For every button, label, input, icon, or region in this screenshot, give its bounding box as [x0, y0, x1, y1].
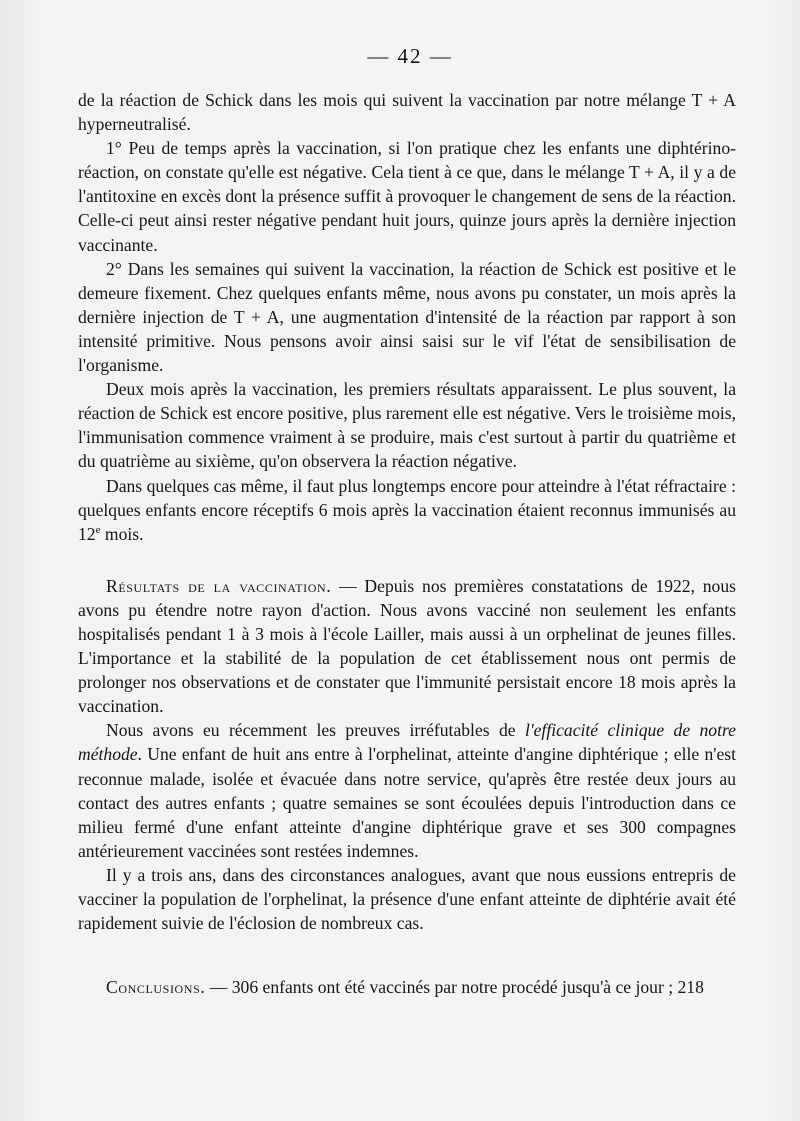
paragraph-point-1: 1° Peu de temps après la vaccination, si l'on pratique chez les enfants une diphtérino-réaction, on constate qu'elle est négative. Cela tient à ce que, dans le mélange T + A, il y a de l'antitoxine en excès dont la présence suffit à provoquer le changement de sens de la réaction. Celle-ci peut ainsi rester négative pendant huit jours, quinze jours après la dernière injection vaccinante.	[78, 138, 736, 255]
clinical-italic: l'efficacité clinique de notre méthode	[78, 720, 736, 765]
paragraph-two-months: Deux mois après la vaccination, les premiers résultats apparaissent. Le plus souvent, la réaction de Schick est encore positive, plus rarement elle est négative. Vers le troisième mois, l'immunisation commence vraiment à se produire, mais c'est surtout à partir du quatrième et du quatrième au sixième, qu'on observera la réaction négative.	[78, 379, 736, 472]
body-text	[78, 88, 736, 999]
superscript-e: e	[95, 523, 101, 536]
paragraph-refractory	[78, 474, 736, 546]
paragraph-three-years: Il y a trois ans, dans des circonstances analogues, avant que nous eussions entrepris de vacciner la population de l'orphelinat, la présence d'une enfant atteinte de diphtérie avait été rapidement suivie de l'éclosion de nombreux cas.	[78, 864, 736, 934]
conclusions-text: — 306 enfants ont été vaccinés par notre procédé jusqu'à ce jour ; 218	[205, 977, 704, 998]
clinical-text-end: . Une enfant de huit ans entre à l'orphelinat, atteinte d'angine diphtérique ; elle n'est reconnue malade, isolée et évacuée dans notre service, qu'après être restée deux jours au contact des autres enfants ; quatre semaines se sont écoulées depuis l'introduction dans ce milieu fermé d'une enfant atteinte d'angine diphtérique grave et ses 300 compagnes antérieurement vaccinées sont restées indemnes.	[78, 744, 736, 861]
clinical-text-start: Nous avons eu récemment les preuves irréfutables de	[106, 720, 525, 741]
paragraph-results	[78, 574, 736, 719]
refractory-text: Dans quelques cas même, il faut plus longtemps encore pour atteindre à l'état réfractaire : quelques enfants encore réceptifs 6 mois après la vaccination étaient reconnus immunisés au 12	[78, 475, 736, 544]
paragraph-clinical-proof	[78, 718, 736, 863]
results-text: — Depuis nos premières constatations de 1922, nous avons pu étendre notre rayon d'action. Nous avons vacciné non seulement les enfants hospitalisés pendant 1 à 3 mois à l'école Lailler, mais aussi à un orphelinat de jeunes filles. L'importance et la stabilité de la population de cet établissement nous ont permis de prolonger nos observations et de constater que l'immunité persistait encore 18 mois après la vaccination.	[78, 575, 736, 717]
page-number: — 42 —	[367, 44, 453, 68]
paragraph-continuation: de la réaction de Schick dans les mois qui suivent la vaccination par notre mélange T + A hyperneutralisé.	[78, 90, 736, 135]
section-heading-results: Résultats de la vaccination.	[106, 575, 332, 596]
paragraph-conclusions	[78, 975, 736, 999]
section-heading-conclusions: Conclusions.	[106, 977, 206, 998]
refractory-text-end: mois.	[100, 523, 144, 544]
paragraph-point-2: 2° Dans les semaines qui suivent la vaccination, la réaction de Schick est positive et le demeure fixement. Chez quelques enfants même, nous avons pu constater, un mois après la dernière injection de T + A, une augmentation d'intensité de la réaction par rapport à son intensité primitive. Nous pensons avoir ainsi saisi sur le vif l'état de sensibilisation de l'organisme.	[78, 258, 736, 376]
